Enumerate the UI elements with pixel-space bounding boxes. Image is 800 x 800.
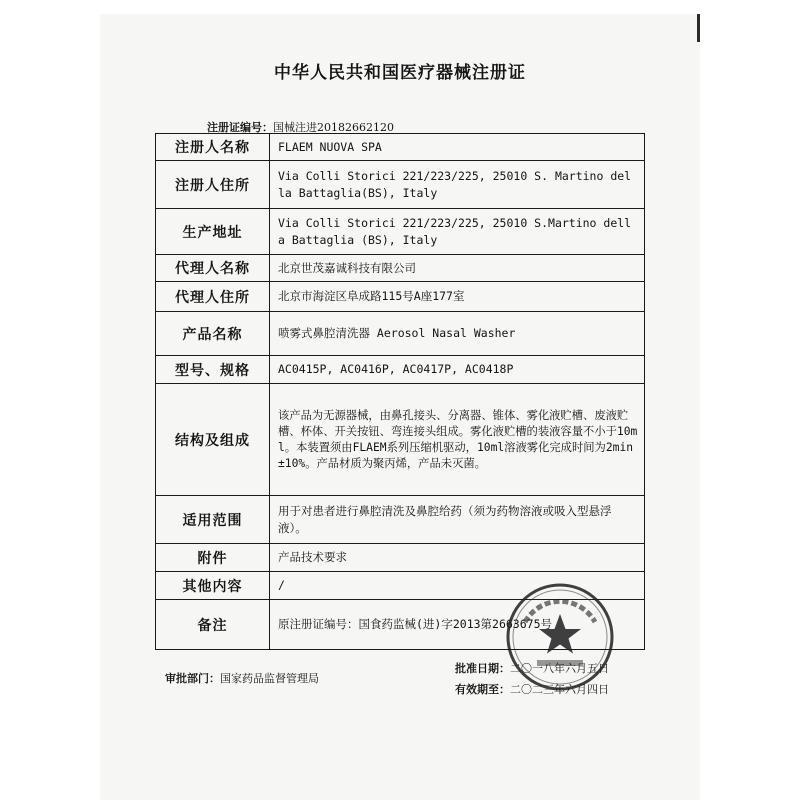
approval-date-label: 批准日期： xyxy=(455,662,510,675)
row-value-production-address: Via Colli Storici 221/223/225, 25010 S.Martino della Battaglia (BS), Italy xyxy=(270,209,645,255)
row-value-registrant-address: Via Colli Storici 221/223/225, 25010 S. Martino della Battaglia(BS), Italy xyxy=(270,161,645,209)
approval-date-value: 二〇一八年六月五日 xyxy=(510,662,609,675)
row-value-other: / xyxy=(270,572,645,600)
expiry-date-value: 二〇二三年六月四日 xyxy=(510,683,609,696)
row-label-remarks: 备注 xyxy=(156,600,270,650)
row-label-agent-address: 代理人住所 xyxy=(156,282,270,312)
registration-number-label: 注册证编号： xyxy=(207,121,273,134)
row-label-registrant-name: 注册人名称 xyxy=(156,134,270,161)
row-label-agent-name: 代理人名称 xyxy=(156,255,270,282)
row-value-model-spec: AC0415P, AC0416P, AC0417P, AC0418P xyxy=(270,356,645,384)
approval-department xyxy=(165,670,319,686)
table-row xyxy=(156,161,645,209)
star-icon xyxy=(539,614,581,654)
row-label-scope: 适用范围 xyxy=(156,496,270,544)
expiry-date-label: 有效期至： xyxy=(455,683,510,696)
table-row xyxy=(156,384,645,496)
row-value-scope: 用于对患者进行鼻腔清洗及鼻腔给药（须为药物溶液或吸入型悬浮液）。 xyxy=(270,496,645,544)
row-value-agent-name: 北京世茂嘉诚科技有限公司 xyxy=(270,255,645,282)
table-row xyxy=(156,544,645,572)
certificate-title: 中华人民共和国医疗器械注册证 xyxy=(274,63,526,83)
row-value-registrant-name: FLAEM NUOVA SPA xyxy=(270,134,645,161)
approval-department-value: 国家药品监督管理局 xyxy=(220,672,319,685)
table-row xyxy=(156,209,645,255)
table-row xyxy=(156,496,645,544)
row-value-attachment: 产品技术要求 xyxy=(270,544,645,572)
row-label-registrant-address: 注册人住所 xyxy=(156,161,270,209)
table-row xyxy=(156,356,645,384)
table-row xyxy=(156,255,645,282)
scan-edge-mark xyxy=(697,14,700,42)
row-value-structure: 该产品为无源器械，由鼻孔接头、分离器、锥体、雾化液贮槽、废液贮槽、杯体、开关按钮、弯连接头组成。雾化液贮槽的装液容量不小于10ml。本装置须由FLAEM系列压缩机驱动，10ml溶液雾化完成时间为2min±10%。产品材质为聚丙烯，产品未灭菌。 xyxy=(270,384,645,496)
row-label-production-address: 生产地址 xyxy=(156,209,270,255)
registration-table xyxy=(155,133,645,650)
table-row xyxy=(156,312,645,356)
row-value-agent-address: 北京市海淀区阜成路115号A座177室 xyxy=(270,282,645,312)
table-row xyxy=(156,134,645,161)
row-label-attachment: 附件 xyxy=(156,544,270,572)
row-value-product-name: 喷雾式鼻腔清洗器 Aerosol Nasal Washer xyxy=(270,312,645,356)
approval-department-label: 审批部门： xyxy=(165,672,220,685)
row-label-model-spec: 型号、规格 xyxy=(156,356,270,384)
official-seal xyxy=(505,582,615,692)
row-value-remarks: 原注册证编号：国食药监械(进)字2013第2663675号 xyxy=(270,600,645,650)
row-label-other: 其他内容 xyxy=(156,572,270,600)
row-label-product-name: 产品名称 xyxy=(156,312,270,356)
table-row xyxy=(156,282,645,312)
registration-number-value: 国械注进20182662120 xyxy=(273,121,394,134)
row-label-structure: 结构及组成 xyxy=(156,384,270,496)
